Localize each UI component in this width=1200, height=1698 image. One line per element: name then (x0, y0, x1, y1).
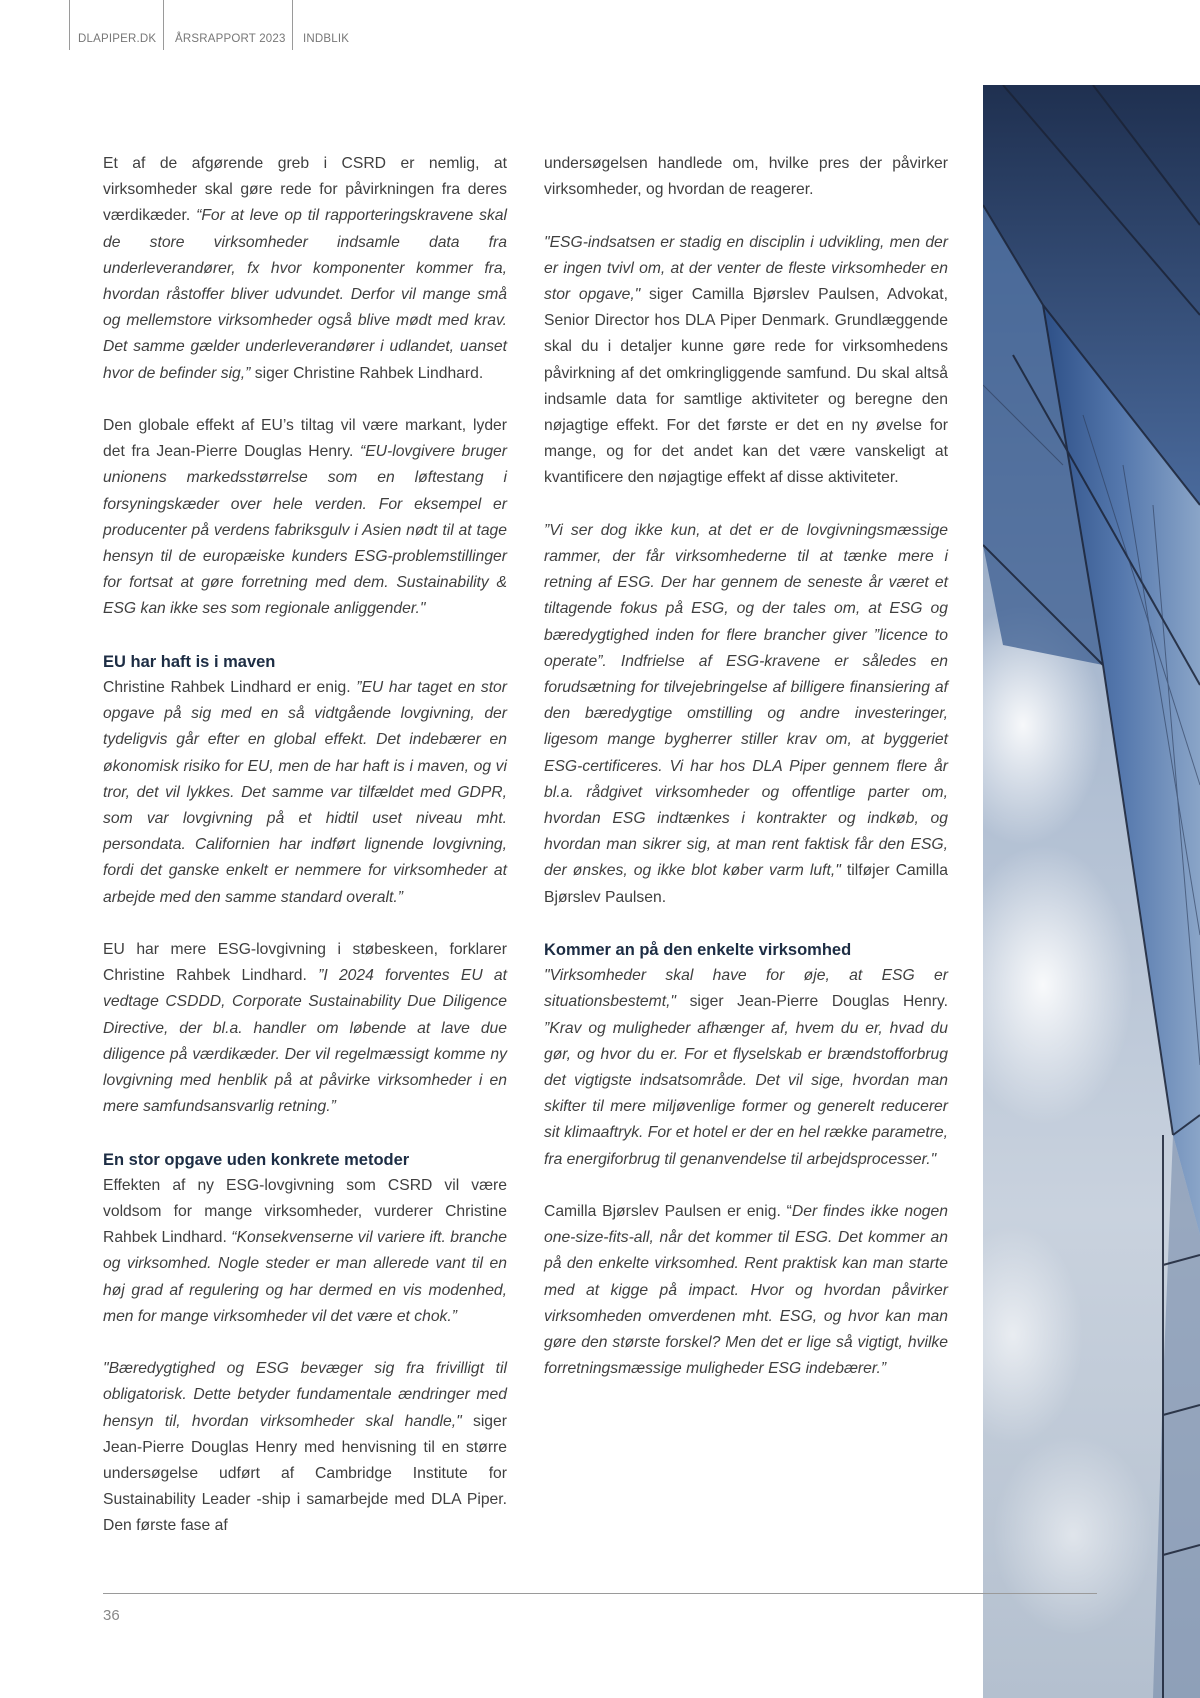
page-number: 36 (103, 1607, 120, 1624)
paragraph: Den globale effekt af EU’s tiltag vil være markant, lyder det fra Jean-Pierre Douglas Henry. “EU-lovgivere bruger unionens markedsstørrelse som en løftestang i forsyningskæder over hele verden. For eksempel er producenter på verdens fabriksgulv i Asien nødt til at tage hensyn til de europæiske kunders ESG-problemstillinger for fortsat at gøre forretning med dem. Sustainability & ESG kan ikke ses som regionale anliggender." (103, 417, 507, 618)
paragraph: undersøgelsen handlede om, hvilke pres der påvirker virksomheder, og hvordan de reagerer. (544, 155, 948, 199)
paragraph: EU har mere ESG-lovgivning i støbeskeen, forklarer Christine Rahbek Lindhard. ”I 2024 forventes EU at vedtage CSDDD, Corporate Sustainability Due Diligence Directive, der bl.a. handler om løbende at lave due diligence på værdikæder. Der vil regelmæssigt komme ny lovgivning med henblik på at påvirke virksomheder i en mere samfundsansvarlig retning.” (103, 941, 507, 1116)
left-column (103, 151, 507, 1566)
nav-item-section[interactable]: INDBLIK (292, 0, 392, 50)
nav-item-report[interactable]: ÅRSRAPPORT 2023 (163, 0, 293, 50)
building-photo (983, 85, 1200, 1698)
paragraph: "Virksomheder skal have for øje, at ESG er situationsbestemt," siger Jean-Pierre Douglas Henry. ”Krav og muligheder afhænger af, hvem du er, hvad du gør, og hvor du er. For et flyselskab er brændstofforbrug det vigtigste indsatsområde. Det vil sige, hvordan man skifter til mere miljøvenlige former og generelt reducerer sit klimaaftryk. For et hotel er der en hel række parametre, fra energiforbrug til genanvendelse til arbejdsprocesser." (544, 967, 948, 1168)
section-heading: En stor opgave uden konkrete metoder (103, 1150, 410, 1169)
nav-item-site[interactable]: DLAPIPER.DK (69, 0, 163, 50)
section-heading: EU har haft is i maven (103, 652, 276, 671)
paragraph: "Bæredygtighed og ESG bevæger sig fra frivilligt til obligatorisk. Dette betyder fundamentale ændringer med hensyn til, hvordan virksomheder skal handle," siger Jean-Pierre Douglas Henry med henvisning til en større undersøgelse udført af Cambridge Institute for Sustainability Leader -ship i samarbejde med DLA Piper. Den første fase af (103, 1360, 507, 1535)
paragraph: "ESG-indsatsen er stadig en disciplin i udvikling, men der er ingen tvivl om, at der venter de fleste virksomheder en stor opgave," siger Camilla Bjørslev Paulsen, Advokat, Senior Director hos DLA Piper Denmark. Grundlæggende skal du i detaljer kunne gøre rede for virksomhedens påvirkning af det omkringliggende samfund. Du skal altså indsamle data for samtlige aktiviteter og beregne den nøjagtige effekt. For det første er det en ny øvelse for mange, og for det andet kan det være vanskeligt at kvantificere den nøjagtige effekt af disse aktiviteter. (544, 233, 948, 487)
paragraph: Camilla Bjørslev Paulsen er enig. “Der findes ikke nogen one-size-fits-all, når det kommer til ESG. Det kommer an på den enkelte virksomhed. Rent praktisk kan man starte med at kigge på impact. Hvor og hvordan påvirker virksomheden omverdenen mht. ESG, og hvor kan man gøre den største forskel? Men det er lige så vigtigt, hvilke forretningsmæssige muligheder ESG indebærer.” (544, 1203, 948, 1378)
paragraph: Christine Rahbek Lindhard er enig. ”EU har taget en stor opgave på sig med en så vidtgående lovgivning, der tydeligvis går efter en global effekt. Det indebærer en økonomisk risiko for EU, men de har haft is i maven, og vi tror, det vil lykkes. Det samme var tilfældet med GDPR, som var lovgivning på et hidtil uset niveau mht. persondata. Californien har indført lignende lovgivning, fordi det ganske enkelt er nemmere for virksomheder at arbejde med den samme standard overalt.” (103, 679, 507, 906)
glass-facade-image (983, 85, 1200, 1698)
paragraph: Et af de afgørende greb i CSRD er nemlig, at virksomheder skal gøre rede for påvirkningen fra deres værdikæder. “For at leve op til rapporteringskravene skal de store virksomheder indsamle data fra underleverandører, fx hvor komponenter kommer fra, hvordan råstoffer bliver udvundet. Derfor vil mange små og mellemstore virksomheder også blive mødt med krav. Det samme gælder underleverandører i udlandet, uanset hvor de befinder sig,” siger Christine Rahbek Lindhard. (103, 155, 508, 382)
footer-divider (103, 1593, 1097, 1594)
section-heading: Kommer an på den enkelte virksomhed (544, 941, 852, 960)
paragraph: ”Vi ser dog ikke kun, at det er de lovgivningsmæssige rammer, der får virksomhederne til at tænke mere i retning af ESG. Der har gennem de seneste år været et tiltagende fokus på ESG, og der tales om, at ESG og bæredygtighed inden for flere brancher giver ”licence to operate”. Indfrielse af ESG-kravene er således en forudsætning for tilvejebringelse af billigere finansiering af den bæredygtige omstilling og andre investeringer, ligesom mange bygherrer stiller krav om, at byggeriet ESG-certificeres. Vi har hos DLA Piper gennem flere år bl.a. rådgivet virksomheder og offentlige parter om, hvordan ESG indtænkes i kontrakter og indkøb, og hvordan man sikrer sig, at man rent faktisk får den ESG, der ønskes, og ikke blot køber varm luft," tilføjer Camilla Bjørslev Paulsen. (544, 521, 948, 906)
right-column (544, 151, 948, 1409)
paragraph: Effekten af ny ESG-lovgivning som CSRD vil være voldsom for mange virksomheder, vurderer Christine Rahbek Lindhard. “Konsekvenserne vil variere ift. branche og virksomhed. Nogle steder er man allerede vant til en høj grad af regulering og har dermed en vis modenhed, men for mange virksomheder vil det være et chok.” (103, 1176, 507, 1325)
